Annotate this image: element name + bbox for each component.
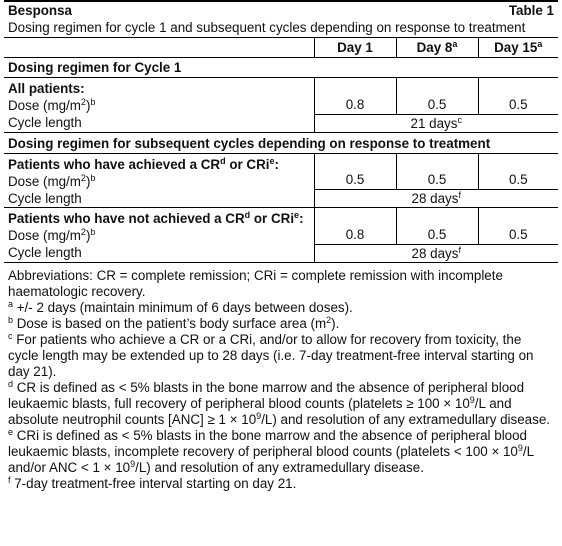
cycle-row [4,244,558,262]
caption-row [4,19,558,38]
footnote-b: $^b$ Dose is based on the patient’s body surface area $(m^2)$. [8,314,340,331]
column-header-day1: Day 1 [314,38,396,58]
value-cell: 0.5 [396,78,478,115]
value-cell: 0.5 [478,153,558,190]
cycle-label: Cycle length [8,190,82,206]
group-title: All patients: [8,81,85,96]
footnotes [4,263,558,492]
footnote-d: $^d$ CR is defined as < 5% blasts in the bone marrow and the absence of peripheral blood leukaemic blasts, full recovery of peripheral blood counts (platelets ≥ $100 \times 10^9/L$ and absolute neutrophil counts $[ANC] \ge 1 \times 10^9/L$) and resolution of any extramedullary disease. [8,378,550,427]
dose-label: Dose $(mg/m^2)^b$ [8,97,96,113]
section-header-cycle1: Dosing regimen for Cycle 1 [4,58,558,78]
cycle-value: 28 days$^f$ [314,190,558,208]
cycle-value: 21 days$^c$ [314,114,558,132]
column-header-day8: Day 8$^a$ [396,38,478,58]
cycle-label: Cycle length [8,245,82,260]
cycle-row [4,114,558,132]
value-cell: 0.5 [478,208,558,245]
group-row [4,153,558,173]
dosing-table-page [4,0,558,492]
cycle-row [4,190,558,208]
table-name: Besponsa [8,3,72,18]
section-header-subsequent: Dosing regimen for subsequent cycles depending on response to treatment [4,132,558,153]
value-cell: 0.5 [478,78,558,115]
cycle-value: 28 days$^f$ [314,244,558,262]
value-cell: 0.5 [396,153,478,190]
group-title: Patients who have achieved a $CR^d$ or CRi$^e$: [8,155,279,172]
group-row [4,78,558,98]
footnote-a: $^a$ +/- 2 days (maintain minimum of 6 days between doses). [8,298,353,315]
cycle-label: Cycle length [8,115,82,130]
table-number: Table 1 [508,3,554,18]
footnote-e: $^e$ CRi is defined as < 5% blasts in the bone marrow and the absence of peripheral blood leukaemic blasts, incomplete recovery of peripheral blood counts (platelets < $100 \times 10^9/L$ and/or ANC < $1 \times 10^9/L$) and resolution of any extramedullary disease. [8,426,534,475]
group-title: Patients who have not achieved a $CR^d$ or CRi$^e$: [8,210,304,226]
group-row [4,208,558,228]
column-header-row [4,38,558,58]
column-header-day15: Day 15$^a$ [478,38,558,58]
footnote-f: $^f$ 7-day treatment-free interval starting on day 21. [8,474,297,491]
value-cell: 0.5 [314,153,396,190]
abbreviations-note: Abbreviations: CR = complete remission; CRi = complete remission with incomplete haematologic recovery. [8,267,503,299]
value-cell: 0.8 [314,208,396,245]
dose-label: Dose $(mg/m^2)^b$ [8,227,96,243]
value-cell: 0.5 [396,208,478,245]
footnote-c: $^c$ For patients who achieve a CR or a CRi, and/or to allow for recovery from toxicity, the cycle length may be extended up to 28 days (i.e. 7-day treatment-free interval starting on day 21). [8,330,534,379]
dosing-table [4,0,558,263]
title-row [4,1,558,19]
dose-label: Dose $(mg/m^2)^b$ [8,172,96,189]
value-cell: 0.8 [314,78,396,115]
table-caption: Dosing regimen for cycle 1 and subsequent cycles depending on response to treatment [8,20,526,35]
